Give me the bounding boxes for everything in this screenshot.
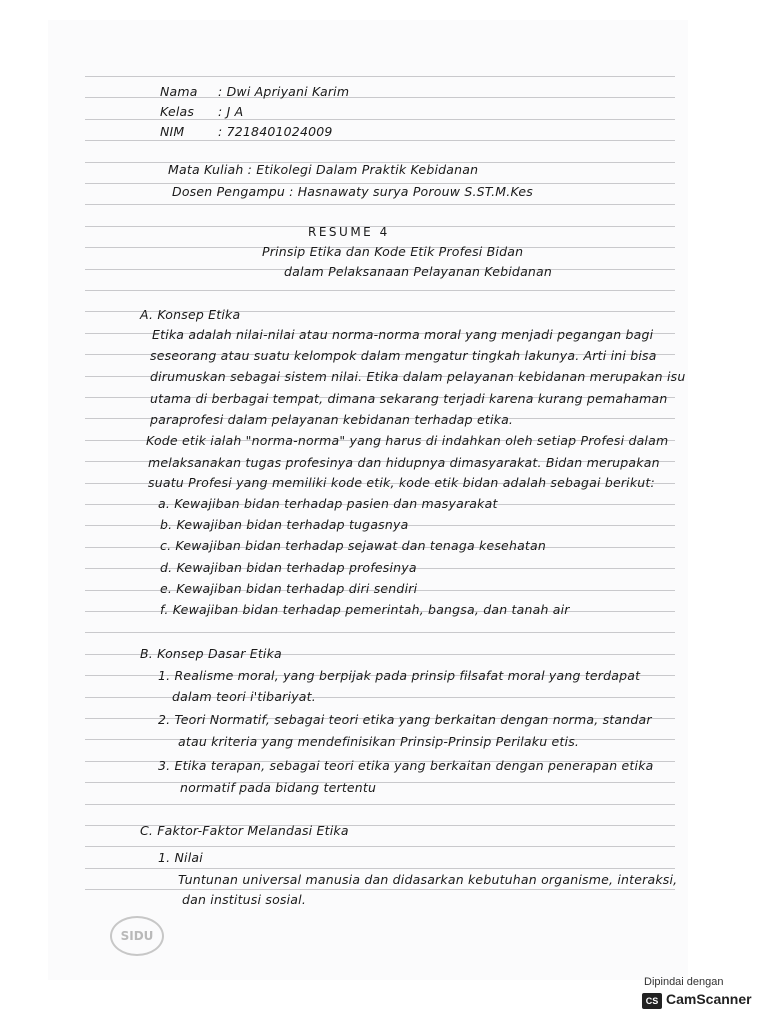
name-value: : Dwi Apriyani Karim [218,84,350,99]
section-c-line-1: 1. Nilai [158,850,203,865]
section-c-heading: C. Faktor-Faktor Melandasi Etika [140,823,349,838]
section-b-line-2: dalam teori i'tibariyat. [172,689,316,704]
ruled-line [85,782,675,783]
name-label: Nama [160,84,198,99]
section-a-line-4: utama di berbagai tempat, dimana sekarang terjadi karena kurang pemahaman [150,391,668,406]
section-a-line-2: seseorang atau suatu kelompok dalam mengatur tingkah lakunya. Arti ini bisa [150,348,657,363]
ruled-line [85,76,675,77]
section-b-line-5: 3. Etika terapan, sebagai teori etika yang berkaitan dengan penerapan etika [158,758,654,773]
section-a-line-1: Etika adalah nilai-nilai atau norma-norma moral yang menjadi pegangan bagi [152,327,654,342]
section-b-heading: B. Konsep Dasar Etika [140,646,282,661]
section-b-line-3: 2. Teori Normatif, sebagai teori etika yang berkaitan dengan norma, standar [158,712,652,727]
course-line: Mata Kuliah : Etikolegi Dalam Praktik Kebidanan [168,162,479,177]
section-a-item-c: c. Kewajiban bidan terhadap sejawat dan tenaga kesehatan [160,538,547,553]
section-a-line-5: paraprofesi dalam pelayanan kebidanan terhadap etika. [150,412,514,427]
section-b-line-6: normatif pada bidang tertentu [180,780,377,795]
section-b-line-4: atau kriteria yang mendefinisikan Prinsip-Prinsip Perilaku etis. [178,734,580,749]
section-a-line-8: suatu Profesi yang memiliki kode etik, kode etik bidan adalah sebagai berikut: [148,475,655,490]
nim-label: NIM [160,124,185,139]
section-a-line-6: Kode etik ialah "norma-norma" yang harus di indahkan oleh setiap Profesi dalam [146,433,669,448]
section-a-heading: A. Konsep Etika [140,307,241,322]
section-a-item-b: b. Kewajiban bidan terhadap tugasnya [160,517,409,532]
resume-subtitle-line2: dalam Pelaksanaan Pelayanan Kebidanan [284,264,553,279]
camscanner-caption: Dipindai dengan [644,976,724,988]
ruled-line [85,804,675,805]
ruled-line [85,290,675,291]
section-a-line-3: dirumuskan sebagai sistem nilai. Etika dalam pelayanan kebidanan merupakan isu [150,369,686,384]
ruled-line [85,889,675,890]
camscanner-brand: CamScanner [666,991,752,1007]
notebook-brand-logo: SIDU [110,916,164,956]
section-a-item-a: a. Kewajiban bidan terhadap pasien dan masyarakat [158,496,498,511]
ruled-line [85,846,675,847]
ruled-line [85,204,675,205]
camscanner-logo-icon: CS [642,993,662,1009]
section-a-item-d: d. Kewajiban bidan terhadap profesinya [160,560,417,575]
camscanner-watermark [640,976,752,1014]
section-c-line-3: dan institusi sosial. [182,892,307,907]
section-a-item-e: e. Kewajiban bidan terhadap diri sendiri [160,581,418,596]
nim-value: : 7218401024009 [218,124,333,139]
ruled-line [85,632,675,633]
section-a-line-7: melaksanakan tugas profesinya dan hidupnya dimasyarakat. Bidan merupakan [148,455,660,470]
class-label: Kelas [160,104,195,119]
section-a-item-f: f. Kewajiban bidan terhadap pemerintah, bangsa, dan tanah air [160,602,570,617]
ruled-lines [85,0,678,1024]
resume-title: RESUME 4 [308,225,390,239]
ruled-line [85,119,675,120]
class-value: : J A [218,104,244,119]
resume-subtitle-line1: Prinsip Etika dan Kode Etik Profesi Bidan [262,244,524,259]
ruled-line [85,140,675,141]
section-b-line-1: 1. Realisme moral, yang berpijak pada prinsip filsafat moral yang terdapat [158,668,641,683]
ruled-line [85,868,675,869]
lecturer-line: Dosen Pengampu : Hasnawaty surya Porouw S.ST.M.Kes [172,184,533,199]
section-c-line-2: Tuntunan universal manusia dan didasarkan kebutuhan organisme, interaksi, [178,872,678,887]
